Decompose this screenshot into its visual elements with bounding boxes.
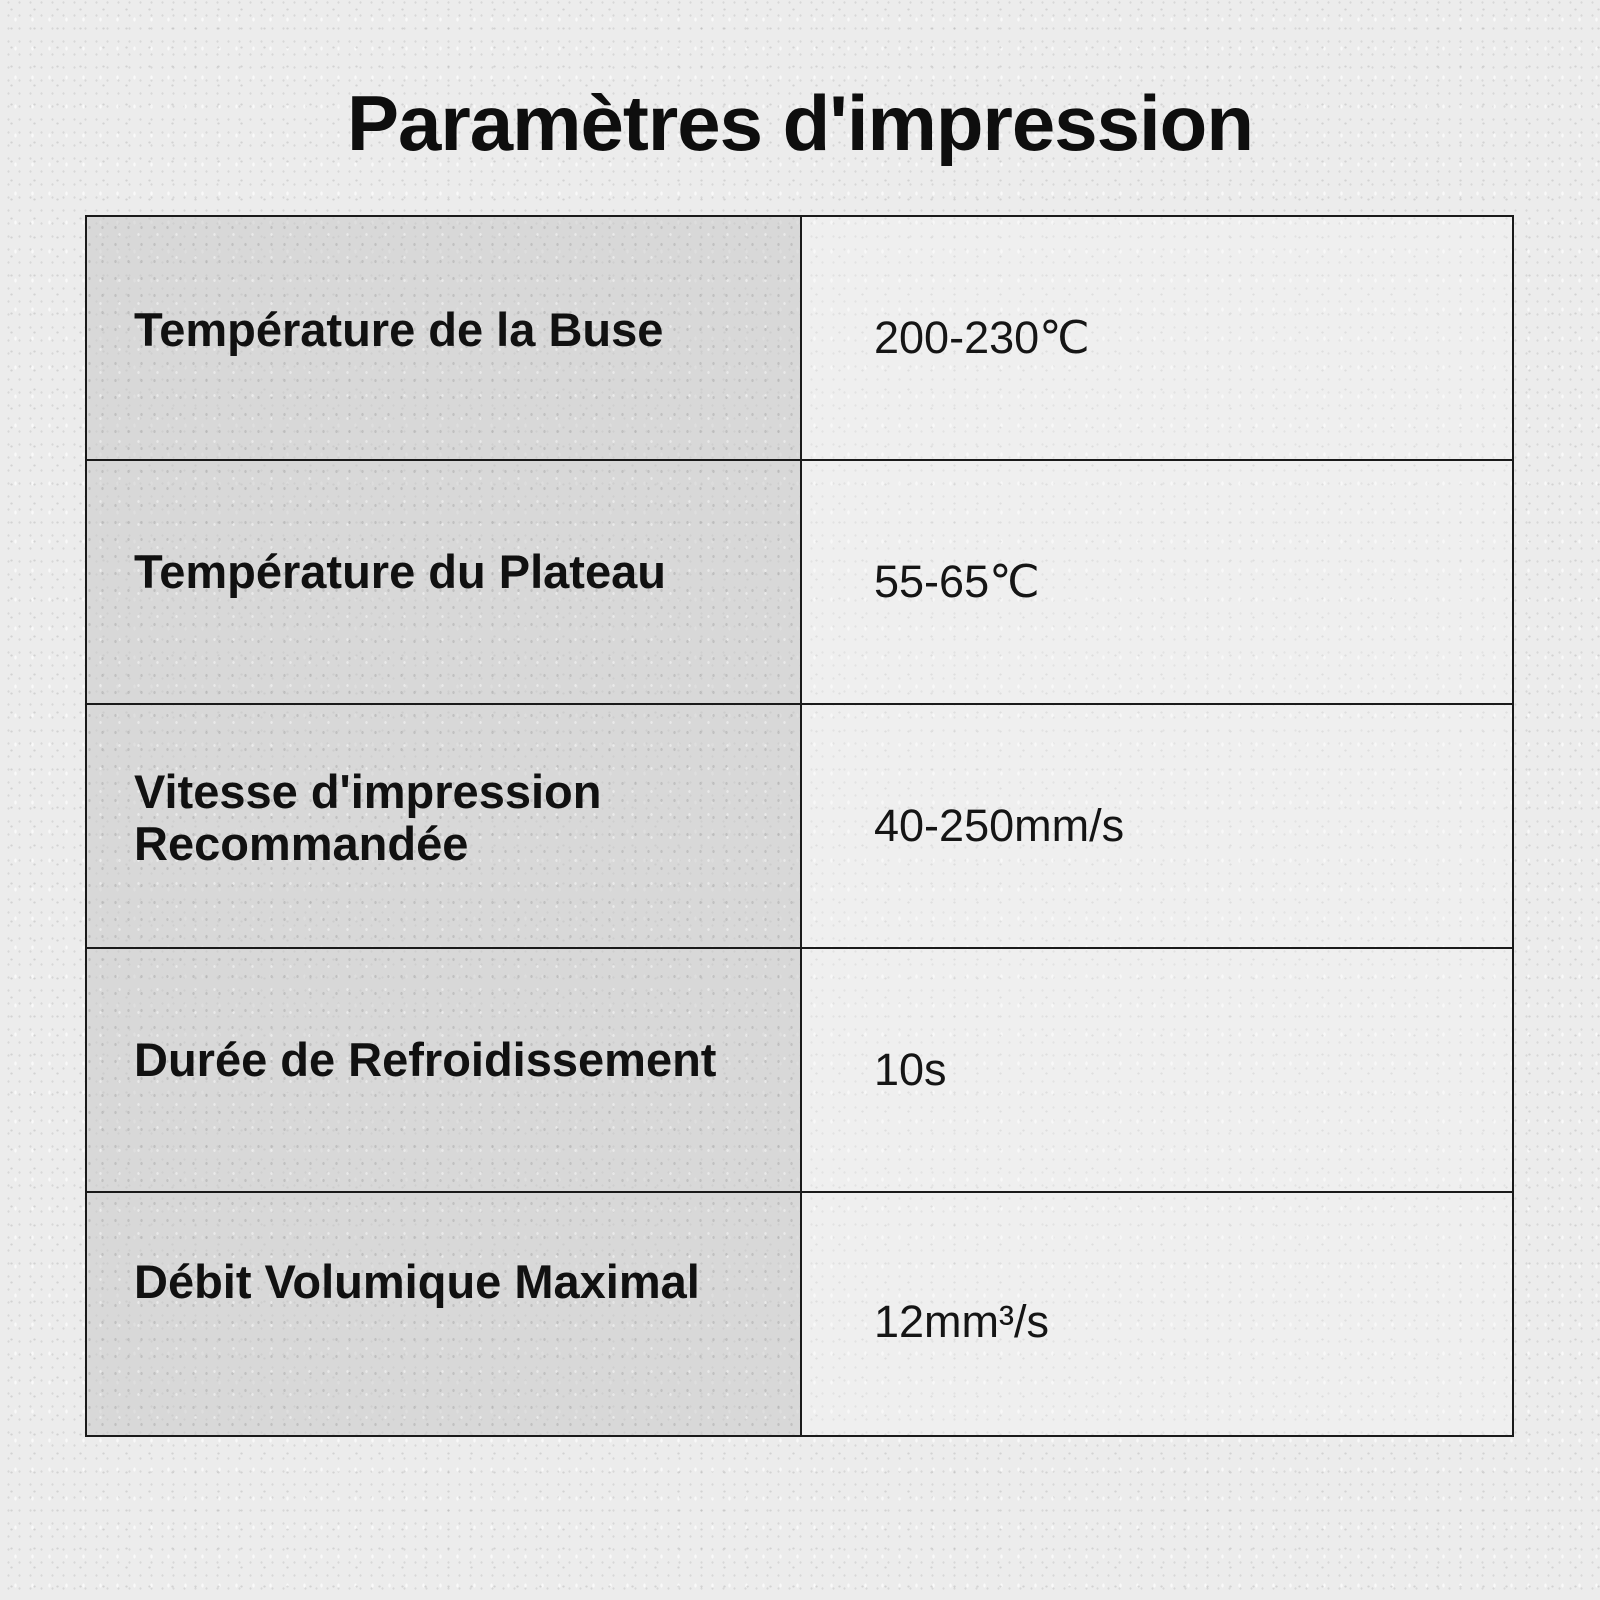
page-title: Paramètres d'impression: [347, 79, 1253, 167]
row-label: Débit Volumique Maximal: [134, 1255, 700, 1308]
value-cell: [801, 1192, 1513, 1436]
print-settings-table: [85, 215, 1514, 1437]
label-cell: [86, 704, 801, 948]
table-row-bed-temperature: [86, 460, 1513, 704]
table-row-max-volumetric-flow: [86, 1192, 1513, 1436]
row-value: 10s: [874, 1044, 947, 1095]
value-cell: [801, 216, 1513, 460]
row-label: Durée de Refroidissement: [134, 1033, 717, 1086]
label-cell: [86, 1192, 801, 1436]
row-value: 55-65℃: [874, 556, 1040, 607]
table-row-cooling-duration: [86, 948, 1513, 1192]
row-label: Température de la Buse: [134, 303, 664, 356]
row-label: Vitesse d'impression Recommandée: [134, 765, 602, 870]
table-row-print-speed: [86, 704, 1513, 948]
value-cell: [801, 704, 1513, 948]
value-cell: [801, 948, 1513, 1192]
row-value: 200-230℃: [874, 312, 1090, 363]
row-value: 40-250mm/s: [874, 800, 1125, 851]
row-label: Température du Plateau: [134, 545, 666, 598]
row-value: 12mm³/s: [874, 1296, 1050, 1347]
table-row-nozzle-temperature: [86, 216, 1513, 460]
label-cell: [86, 948, 801, 1192]
label-cell: [86, 460, 801, 704]
value-cell: [801, 460, 1513, 704]
label-cell: [86, 216, 801, 460]
